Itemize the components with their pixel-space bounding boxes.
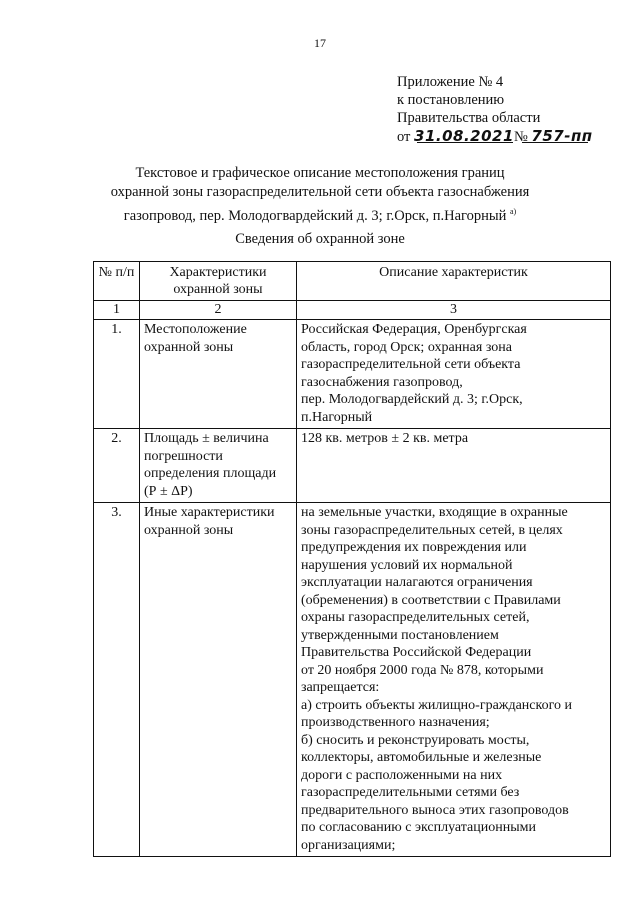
column-number-1: 1 [94, 301, 140, 320]
column-number-3: 3 [297, 301, 611, 320]
zone-info-table [93, 261, 611, 857]
description-line: Правительства Российской Федерации [301, 645, 532, 660]
row-characteristic: Иные характеристики охранной зоны [140, 503, 297, 857]
description-line: эксплуатации налагаются ограничения [301, 575, 533, 590]
column-number-row [94, 301, 611, 320]
description-line: б) сносить и реконструировать мосты, [301, 732, 530, 748]
section-heading: Сведения об охранной зоне [235, 231, 405, 247]
row-description [297, 429, 611, 503]
title-line-3: газопровод, пер. Молодогвардейский д. 3; г.Орск, п.Нагорный [123, 207, 507, 224]
description-line: Российская Федерация, Оренбургская [301, 322, 527, 337]
document-title [0, 164, 640, 226]
description-line: по согласованию с эксплуатационными [301, 820, 536, 835]
table-row [94, 320, 611, 429]
description-line: охраны газораспределительных сетей, [301, 610, 530, 625]
description-line: (обременения) в соответствии с Правилами [301, 592, 561, 608]
row-characteristic: Местоположение охранной зоны [140, 320, 297, 429]
description-line: а) строить объекты жилищно-гражданского и [301, 697, 572, 713]
from-label: от [397, 129, 411, 145]
description-line: организациями; [301, 837, 396, 853]
description-line: производственного назначения; [301, 715, 490, 730]
description-line: запрещается: [301, 680, 380, 695]
description-line: предупреждения их повреждения или [301, 540, 527, 555]
row-number: 3. [94, 503, 140, 857]
page-number: 17 [314, 36, 326, 50]
appendix-date-line [397, 127, 593, 146]
footnote-mark: а) [510, 207, 517, 216]
table-header-row [94, 262, 611, 301]
description-line: нарушения условий их нормальной [301, 557, 513, 573]
appendix-line-2: к постановлению [397, 92, 505, 108]
number-underline [522, 142, 588, 143]
description-line: газоснабжения газопровод, [301, 374, 463, 390]
description-line: коллекторы, автомобильные и железные [301, 750, 542, 765]
description-line: пер. Молодогвардейский д. 3; г.Орск, [301, 392, 523, 407]
handwritten-date: 31.08.2021 [414, 127, 514, 145]
row-number: 1. [94, 320, 140, 429]
description-line: предварительного выноса этих газопроводов [301, 802, 569, 818]
handwritten-number: 757-пп [531, 127, 593, 145]
table-row [94, 429, 611, 503]
column-number-2: 2 [140, 301, 297, 320]
description-line: зоны газораспределительных сетей, в целях [301, 522, 563, 538]
description-line: газораспределительными сетями без [301, 785, 520, 800]
description-line: от 20 ноября 2000 года № 878, которыми [301, 662, 544, 678]
description-line: на земельные участки, входящие в охранные [301, 505, 568, 520]
row-characteristic: Площадь ± величина погрешности определения площади (Р ± ΔР) [140, 429, 297, 503]
description-line: область, город Орск; охранная зона [301, 339, 512, 355]
description-line: дороги с расположенными на них [301, 767, 503, 783]
date-underline [417, 142, 513, 143]
appendix-line-3: Правительства области [397, 110, 541, 126]
row-description [297, 503, 611, 857]
header-characteristics: Характеристики охранной зоны [140, 262, 297, 301]
row-number: 2. [94, 429, 140, 503]
row-description [297, 320, 611, 429]
appendix-line-1: Приложение № 4 [397, 74, 504, 90]
description-line: 128 кв. метров ± 2 кв. метра [301, 431, 469, 446]
description-line: утвержденными постановлением [301, 627, 499, 643]
appendix-block [397, 73, 593, 146]
title-line-2: охранной зоны газораспределительной сети объекта газоснабжения [110, 184, 530, 200]
number-label: № [513, 129, 528, 145]
title-line-1: Текстовое и графическое описание местоположения границ [135, 165, 505, 181]
description-line: п.Нагорный [301, 409, 373, 425]
header-description: Описание характеристик [297, 262, 611, 301]
table-row [94, 503, 611, 857]
header-number: № п/п [94, 262, 140, 301]
description-line: газораспределительной сети объекта [301, 357, 521, 372]
